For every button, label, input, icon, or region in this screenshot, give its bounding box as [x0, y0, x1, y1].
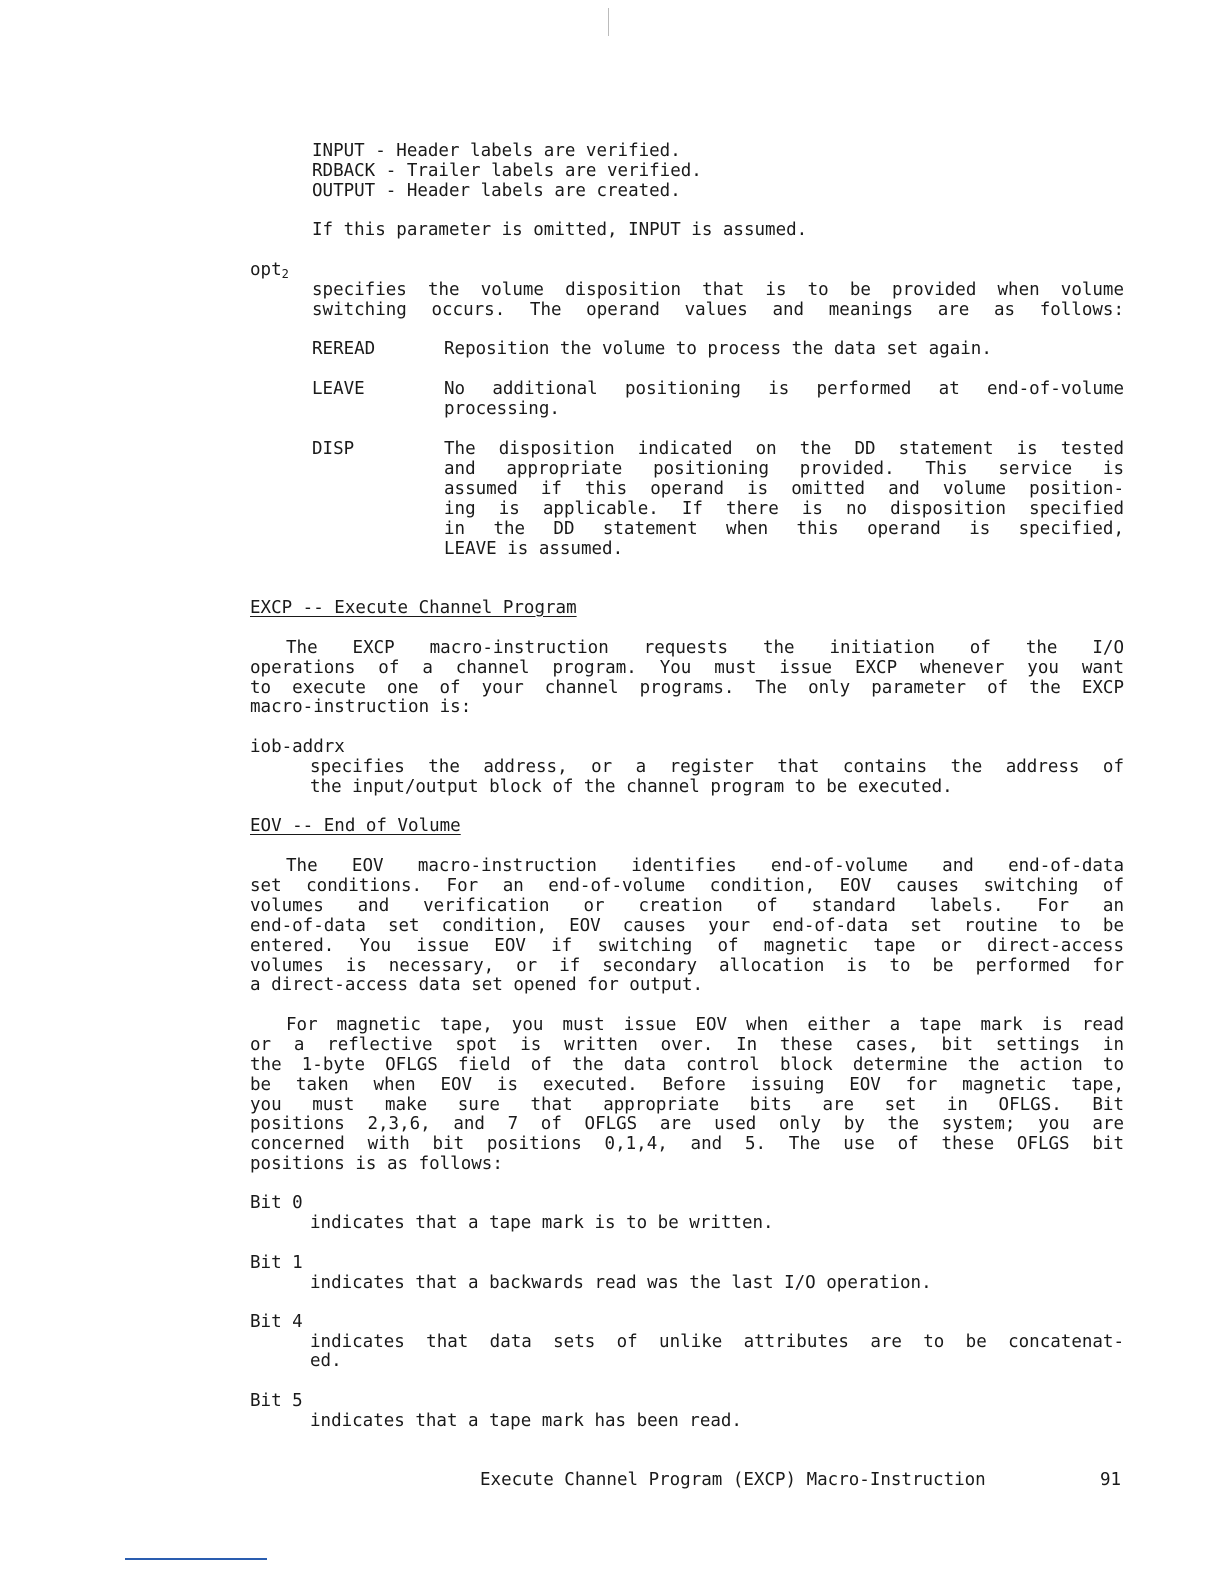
bit-term: Bit 0 [250, 1193, 303, 1213]
eov-para1-line: set conditions. For an end-of-volume condition, EOV causes switching of [250, 876, 1124, 896]
eov-para2-line: positions 2,3,6, and 7 of OFLGS are used only by the system; you are [250, 1114, 1124, 1134]
eov-para1-line: volumes and verification or creation of standard labels. For an [250, 896, 1124, 916]
running-footer-title: Execute Channel Program (EXCP) Macro-Instruction [480, 1470, 986, 1490]
operand-desc-line: assumed if this operand is omitted and volume position- [444, 479, 1124, 499]
operand-name: LEAVE [312, 379, 365, 399]
bit-desc-line: ed. [310, 1351, 342, 1371]
eov-para2-line: concerned with bit positions 0,1,4, and 5. The use of these OFLGS bit [250, 1134, 1124, 1154]
eov-para2-line: the 1-byte OFLGS field of the data control block determine the action to [250, 1055, 1124, 1075]
mode-list-item: INPUT - Header labels are verified. [312, 141, 681, 161]
opt2-term: opt$_2$ [250, 260, 289, 281]
page-edge-rule [125, 1558, 267, 1560]
excp-para-line: operations of a channel program. You must issue EXCP whenever you want [250, 658, 1124, 678]
eov-para1-line: a direct-access data set opened for output. [250, 975, 704, 995]
operand-name: DISP [312, 439, 355, 459]
operand-name: REREAD [312, 339, 376, 359]
operand-desc-line: ing is applicable. If there is no disposition specified [444, 499, 1124, 519]
eov-para2-line: be taken when EOV is executed. Before issuing EOV for magnetic tape, [250, 1075, 1124, 1095]
mode-default-note: If this parameter is omitted, INPUT is assumed. [312, 220, 808, 240]
eov-para1-line: volumes is necessary, or if secondary allocation is to be performed for [250, 956, 1124, 976]
mode-list-item: OUTPUT - Header labels are created. [312, 181, 681, 201]
eov-para2-line: For magnetic tape, you must issue EOV when either a tape mark is read [286, 1015, 1124, 1035]
bit-term: Bit 1 [250, 1253, 303, 1273]
eov-para2-line: you must make sure that appropriate bits are set in OFLGS. Bit [250, 1095, 1124, 1115]
operand-desc-line: and appropriate positioning provided. This service is [444, 459, 1124, 479]
operand-desc-line: in the DD statement when this operand is specified, [444, 519, 1124, 539]
operand-desc-line: LEAVE is assumed. [444, 539, 624, 559]
excp-para-line: macro-instruction is: [250, 697, 472, 717]
eov-para1-line: end-of-data set condition, EOV causes your end-of-data set routine to be [250, 916, 1124, 936]
operand-desc-line: processing. [444, 399, 560, 419]
eov-para1-line: The EOV macro-instruction identifies end-of-volume and end-of-data [286, 856, 1124, 876]
operand-desc-line: Reposition the volume to process the data set again. [444, 339, 992, 359]
eov-para2-line: or a reflective spot is written over. In these cases, bit settings in [250, 1035, 1124, 1055]
scan-mark [608, 8, 609, 36]
iob-addrx-term: iob-addrx [250, 737, 345, 757]
excp-para-line: to execute one of your channel programs. The only parameter of the EXCP [250, 678, 1124, 698]
eov-para2-line: positions is as follows: [250, 1154, 503, 1174]
iob-addrx-desc-line: the input/output block of the channel program to be executed. [310, 777, 953, 797]
iob-addrx-desc-line: specifies the address, or a register that contains the address of [310, 757, 1124, 777]
excp-para-line: The EXCP macro-instruction requests the initiation of the I/O [286, 638, 1124, 658]
mode-list-item: RDBACK - Trailer labels are verified. [312, 161, 702, 181]
bit-term: Bit 4 [250, 1312, 303, 1332]
page-number: 91 [1100, 1470, 1122, 1490]
bit-desc-line: indicates that a tape mark has been read. [310, 1411, 742, 1431]
bit-desc-line: indicates that data sets of unlike attributes are to be concatenat- [310, 1332, 1124, 1352]
bit-desc-line: indicates that a backwards read was the last I/O operation. [310, 1273, 932, 1293]
bit-term: Bit 5 [250, 1391, 303, 1411]
opt2-desc-line: specifies the volume disposition that is to be provided when volume [312, 280, 1124, 300]
section-heading-excp: EXCP -- Execute Channel Program [250, 598, 577, 618]
bit-desc-line: indicates that a tape mark is to be written. [310, 1213, 774, 1233]
operand-desc-line: No additional positioning is performed at end-of-volume [444, 379, 1124, 399]
opt2-desc-line: switching occurs. The operand values and meanings are as follows: [312, 300, 1124, 320]
eov-para1-line: entered. You issue EOV if switching of magnetic tape or direct-access [250, 936, 1124, 956]
operand-desc-line: The disposition indicated on the DD statement is tested [444, 439, 1124, 459]
section-heading-eov: EOV -- End of Volume [250, 816, 461, 836]
